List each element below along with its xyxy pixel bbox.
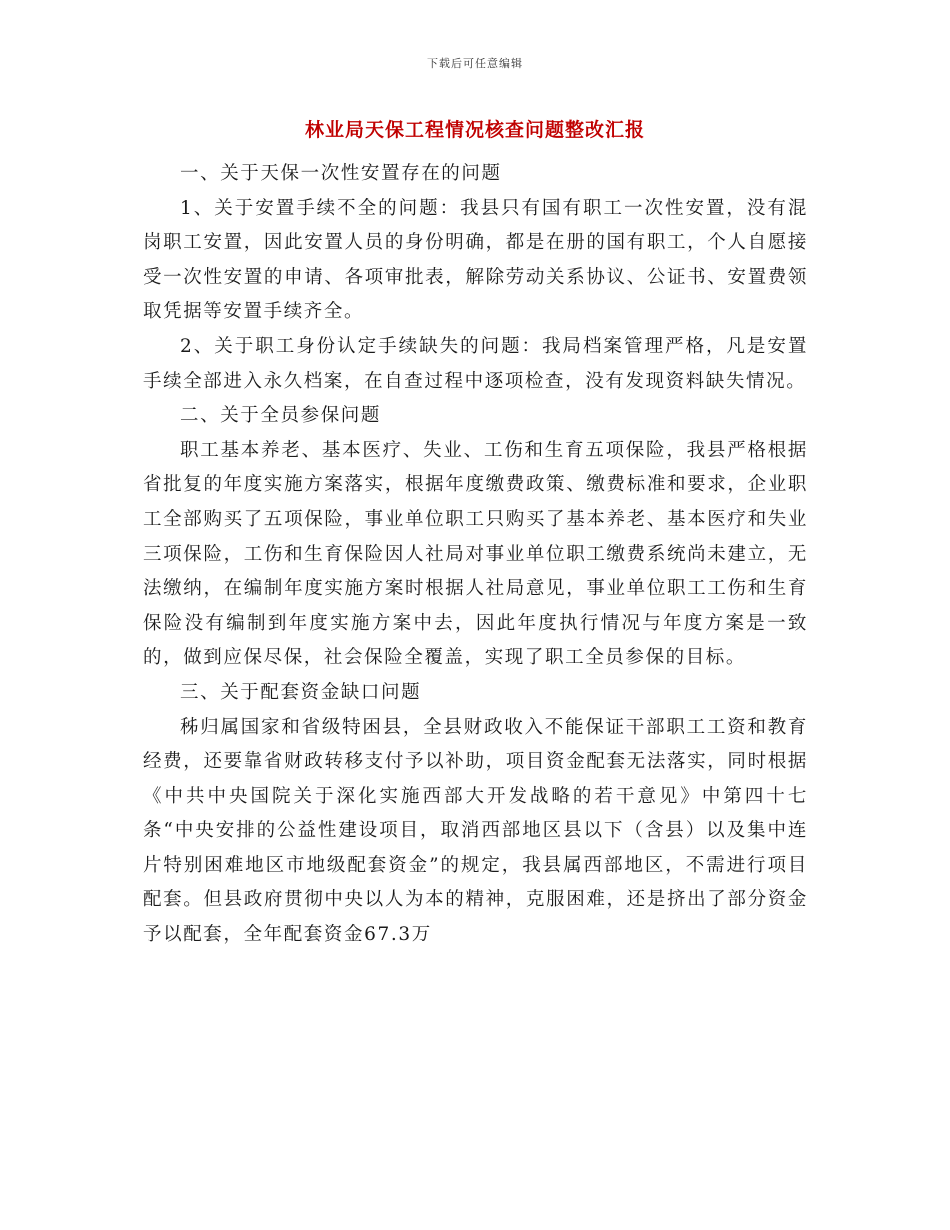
section-heading-2: 二、关于全员参保问题 <box>180 405 382 427</box>
document-body <box>143 157 808 953</box>
document-title: 林业局天保工程情况核查问题整改汇报 <box>304 119 645 141</box>
section-heading-3: 三、关于配套资金缺口问题 <box>180 681 422 703</box>
paragraph-3: 职工基本养老、基本医疗、失业、工伤和生育五项保险，我县严格根据省批复的年度实施方案落实，根据年度缴费政策、缴费标准和要求，企业职工全部购买了五项保险，事业单位职工只购买了基本养老、基本医疗和失业三项保险，工伤和生育保险因人社局对事业单位职工缴费系统尚未建立，无法缴纳，在编制年度实施方案时根据人社局意见，事业单位职工工伤和生育保险没有编制到年度实施方案中去，因此年度执行情况与年度方案是一致的，做到应保尽保，社会保险全覆盖，实现了职工全员参保的目标。 <box>143 439 808 669</box>
paragraph-2: 2、关于职工身份认定手续缺失的问题：我局档案管理严格，凡是安置手续全部进入永久档案，在自查过程中逐项检查，没有发现资料缺失情况。 <box>143 335 808 392</box>
paragraph-1: 1、关于安置手续不全的问题：我县只有国有职工一次性安置，没有混岗职工安置，因此安置人员的身份明确，都是在册的国有职工，个人自愿接受一次性安置的申请、各项审批表，解除劳动关系协议、公证书、安置费领取凭据等安置手续齐全。 <box>143 197 808 323</box>
section-heading-1: 一、关于天保一次性安置存在的问题 <box>180 163 502 184</box>
paragraph-4: 秭归属国家和省级特困县，全县财政收入不能保证干部职工工资和教育经费，还要靠省财政转移支付予以补助，项目资金配套无法落实，同时根据《中共中央国院关于深化实施西部大开发战略的若干意见》中第四十七条“中央安排的公益性建设项目，取消西部地区县以下（含县）以及集中连片特别困难地区市地级配套资金”的规定，我县属西部地区，不需进行项目配套。但县政府贯彻中央以人为本的精神，克服困难，还是挤出了部分资金予以配套，全年配套资金67.3万 <box>143 716 808 946</box>
page-header-note: 下载后可任意编辑 <box>427 57 523 70</box>
